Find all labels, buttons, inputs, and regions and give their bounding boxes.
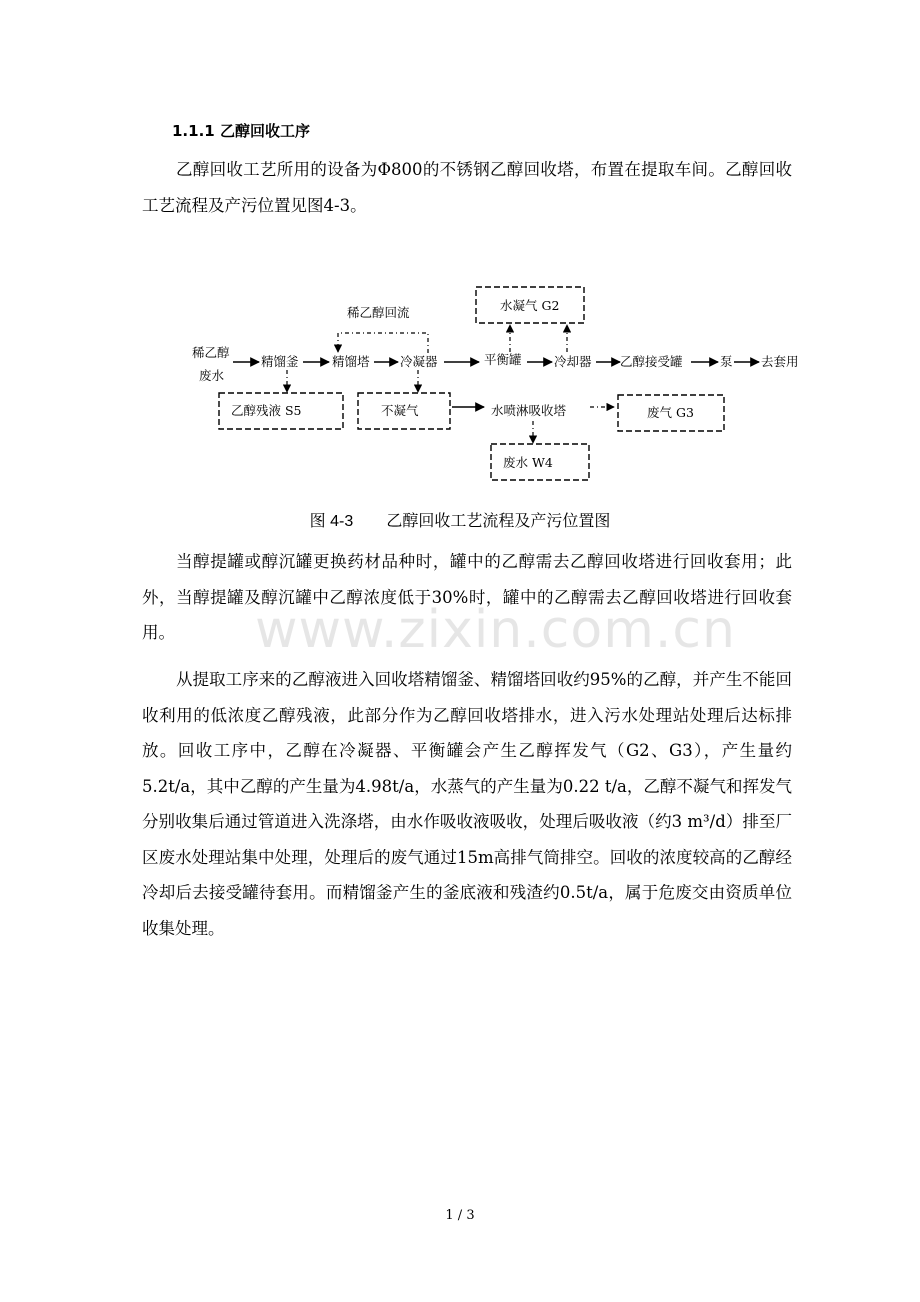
figure-number: 图 4-3 (309, 513, 354, 530)
column-label: 精馏塔 (332, 354, 370, 369)
process-flow-diagram (0, 270, 920, 495)
paragraph-intro: 乙醇回收工艺所用的设备为Φ800的不锈钢乙醇回收塔，布置在提取车间。乙醇回收工艺流程及产污位置见图4-3。 (142, 160, 792, 215)
condenser-label: 冷凝器 (400, 354, 438, 369)
paragraph-reuse: 当醇提罐或醇沉罐更换药材品种时，罐中的乙醇需去乙醇回收塔进行回收套用；此外，当醇提罐及醇沉罐中乙醇浓度低于30%时，罐中的乙醇需去乙醇回收塔进行回收套用。 (142, 552, 792, 642)
cooler-label: 冷却器 (554, 354, 592, 369)
section-number: 1.1.1 (172, 122, 215, 140)
reflux-loop-line (338, 333, 428, 353)
watermark: www.zixin.com.cn (255, 600, 736, 660)
w4-label: 废水 W4 (503, 455, 553, 470)
g3-label: 废气 G3 (647, 405, 694, 420)
noncondensable-label: 不凝气 (381, 403, 419, 418)
section-title: 乙醇回收工序 (219, 122, 310, 140)
paragraph-process: 从提取工序来的乙醇液进入回收塔精馏釜、精馏塔回收约95%的乙醇，并产生不能回收利用的低浓度乙醇残液，此部分作为乙醇回收塔排水，进入污水处理站处理后达标排放。回收工序中，乙醇在冷凝器、平衡罐会产生乙醇挥发气（G2、G3），产生量约5.2t/a，其中乙醇的产生量为4.98t/a，水蒸气的产生量为0.22 t/a，乙醇不凝气和挥发气分别收集后通过管道进入洗涤塔，由水作吸收液吸收，处理后吸收液（约3 m³/d）排至厂区废水处理站集中处理，处理后的废气通过15m高排气筒排空。回收的浓度较高的乙醇经冷却后去接受罐待套用。而精馏釜产生的釜底液和残渣约0.5t/a，属于危废交由资质单位收集处理。 (142, 670, 792, 938)
input-label-line1: 稀乙醇 (192, 345, 230, 360)
figure-title: 乙醇回收工艺流程及产污位置图 (386, 511, 611, 530)
section-heading (172, 120, 310, 141)
reuse-label: 去套用 (761, 354, 799, 369)
pump-label: 泵 (720, 354, 733, 369)
scrubber-label: 水喷淋吸收塔 (491, 403, 567, 418)
still-label: 精馏釜 (261, 354, 299, 369)
figure-caption (0, 508, 920, 531)
balance-tank-label: 平衡罐 (484, 352, 522, 367)
receiver-label: 乙醇接受罐 (620, 354, 683, 369)
g2-label: 水凝气 G2 (500, 298, 560, 313)
page-number: 1 / 3 (445, 1208, 475, 1223)
reflux-label: 稀乙醇回流 (347, 305, 410, 320)
input-label-line2: 废水 (199, 368, 225, 383)
s5-label: 乙醇残液 S5 (231, 403, 302, 418)
